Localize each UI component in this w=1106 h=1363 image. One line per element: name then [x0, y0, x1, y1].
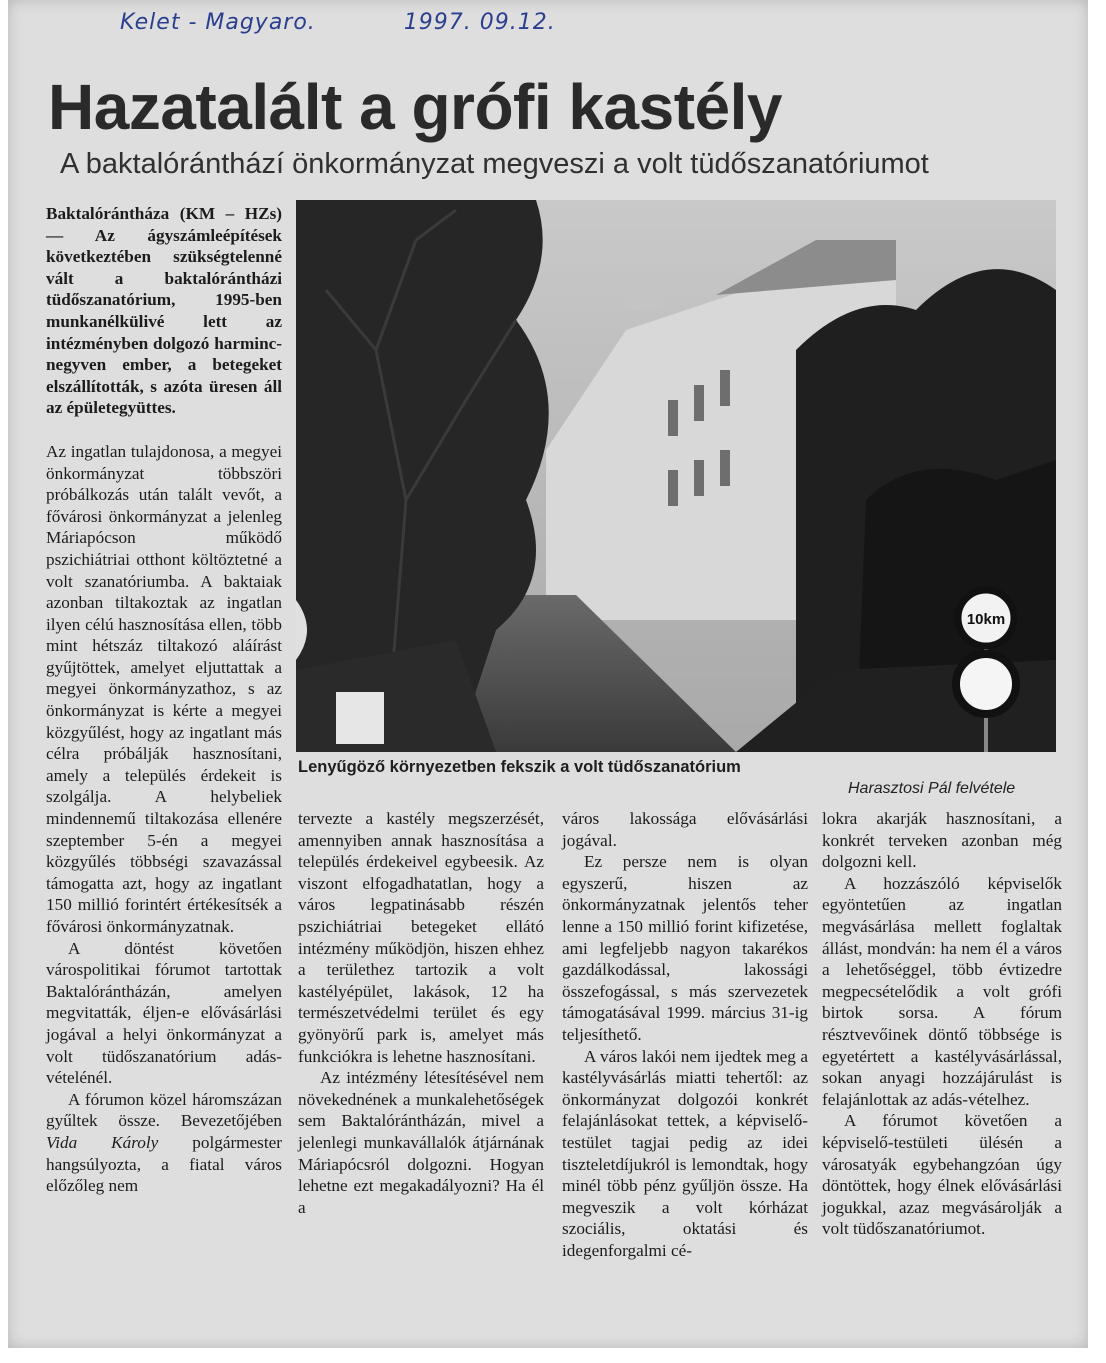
lead-place: Baktalórántháza: [46, 204, 170, 223]
headline: Hazatalált a grófi kastély: [48, 71, 782, 143]
body-paragraph: Az ingatlan tulajdonosa, a megyei önkormányzat többszöri próbálkozás után talált vevőt, a fővárosi önkormányzat a jelenleg Máriapócson működő pszichiátriai otthont költöztetné a volt szanatóriumba. A baktaiak azonban tiltakoztak az ingatlan ilyen célú hasznosítása ellen, több mint hétszáz tiltakozó aláírást gyűjtöttek, amelyet eljuttattak a megyei önkormányzathoz, s az önkormányzat is kérte a megyei közgyűlést, hogy az ingatlant más célra próbálják hasznosítani, amely a település érdekeit is szolgálja. A helybeliek mindennemű tiltakozása ellenére szeptember 5-én a megyei közgyűlés többségi szavazással támogatta azt, hogy az ingatlant 150 millió forintért értékesítsék a fővárosi önkormányzatnak.: [46, 441, 282, 936]
column-2: [298, 808, 544, 1218]
lead-text: (KM – HZs) — Az ágyszámleépítések következtében szükségtelenné vált a baktalórántházi tüdőszanatórium, 1995-ben munkanélkülivé lett az intézményben dolgozó harminc-negyven ember, a betegeket elszállították, s azóta üresen áll az épületegyüttes.: [46, 204, 282, 418]
handwritten-source: Kelet - Magyaro.: [120, 10, 316, 35]
person-name: Vida Károly: [46, 1132, 159, 1152]
column-4: [822, 808, 1062, 1240]
no-entry-sign: [956, 654, 1016, 714]
body-paragraph: A hozzászóló képviselők egyöntetűen az ingatlan megvásárlása mellett foglaltak állást, mondván: ha nem él a város a lehetőséggel, több évtizedre megpecsételődik a volt grófi birtok sorsa. A fórum résztvevőinek döntő többsége is egyetértett a kastélyvásárlással, sokan anyagi hozzájárulást is felajánlottak az adás-vételhez.: [822, 873, 1062, 1109]
body-paragraph: tervezte a kastély megszerzését, amennyiben annak hasznosítása a település érdekeivel egybeesik. Az viszont elfogadhatatlan, hogy a város legpatinásabb részén pszichiátriai betegeket ellátó intézmény működjön, hiszen ehhez a területhez tartozik a volt kastélyépület, lakások, 12 ha természetvédelmi terület és egy gyönyörű park is, amelyet más funkciókra is lehetne hasznosítani.: [298, 809, 544, 1066]
body-paragraph: lokra akarják hasznosítani, a konkrét terveken azonban még dolgozni kell.: [822, 809, 1062, 872]
article-photo: [296, 200, 1056, 752]
subheadline: A baktalóránthází önkormányzat megveszi a volt tüdőszanatóriumot: [60, 148, 929, 180]
body-paragraph: Ez persze nem is olyan egyszerű, hiszen az önkormányzatnak jelentős teher lenne a 150 millió forint kifizetése, ami legfeljebb nagyon takarékos gazdálkodással, lakossági összefogással, s más szervezetek támogatásával 1999. március 31-ig teljesíthető.: [562, 852, 808, 1044]
column-1: [46, 203, 282, 1197]
castle-photo-illustration: [296, 200, 1056, 752]
handwritten-date: 1997. 09.12.: [403, 10, 556, 35]
photo-caption: Lenyűgöző környezetben fekszik a volt tüdőszanatórium: [298, 758, 741, 776]
body-paragraph: Az intézmény létesítésével nem növekednének a munkalehetőségek sem Baktalórántházán, mivel a jelenlegi munkavállalók átjárnának Máriapócsról dolgozni. Hogyan lehetne ezt megakadályozni? Ha él a: [298, 1068, 544, 1217]
photo-credit: Harasztosi Pál felvétele: [848, 780, 1016, 797]
body-paragraph: A fórumot követően a képviselő-testületi ülésén a városatyák egybehangzóan úgy döntöttek, hogy élnek elővásárlási jogukkal, azaz megvásárolják a volt tüdőszanatóriumot.: [822, 1111, 1062, 1239]
body-paragraph: város lakossága elővásárlási jogával.: [562, 809, 808, 850]
speed-limit-text: 10km: [966, 611, 1006, 628]
post-sign: [336, 692, 384, 744]
body-paragraph: A döntést követően várospolitikai fórumot tartottak Baktalórántházán, amelyen megvitatták, éljen-e elővásárlási jogával a helyi önkormányzat a volt tüdőszanatórium adás-vételénél.: [46, 938, 282, 1088]
body-paragraph: A fórumon közel háromszázan gyűltek össze. Bevezetőjében Vida Károly polgármester hangsúlyozta, a fiatal város előzőleg nem: [46, 1089, 282, 1196]
lead-paragraph: [46, 203, 282, 419]
handwritten-note: [120, 10, 556, 35]
body-paragraph: A város lakói nem ijedtek meg a kastélyvásárlás miatti tehertől: az önkormányzat dolgozói konkrét felajánlásokat tettek, a képviselő-testület tagjai pedig az idei tiszteletdíjukról is lemondtak, hogy minél több pénz gyűljön össze. Ha megveszik a volt kórházat szociális, oktatási és idegenforgalmi cé-: [562, 1046, 808, 1260]
column-3: [562, 808, 808, 1261]
